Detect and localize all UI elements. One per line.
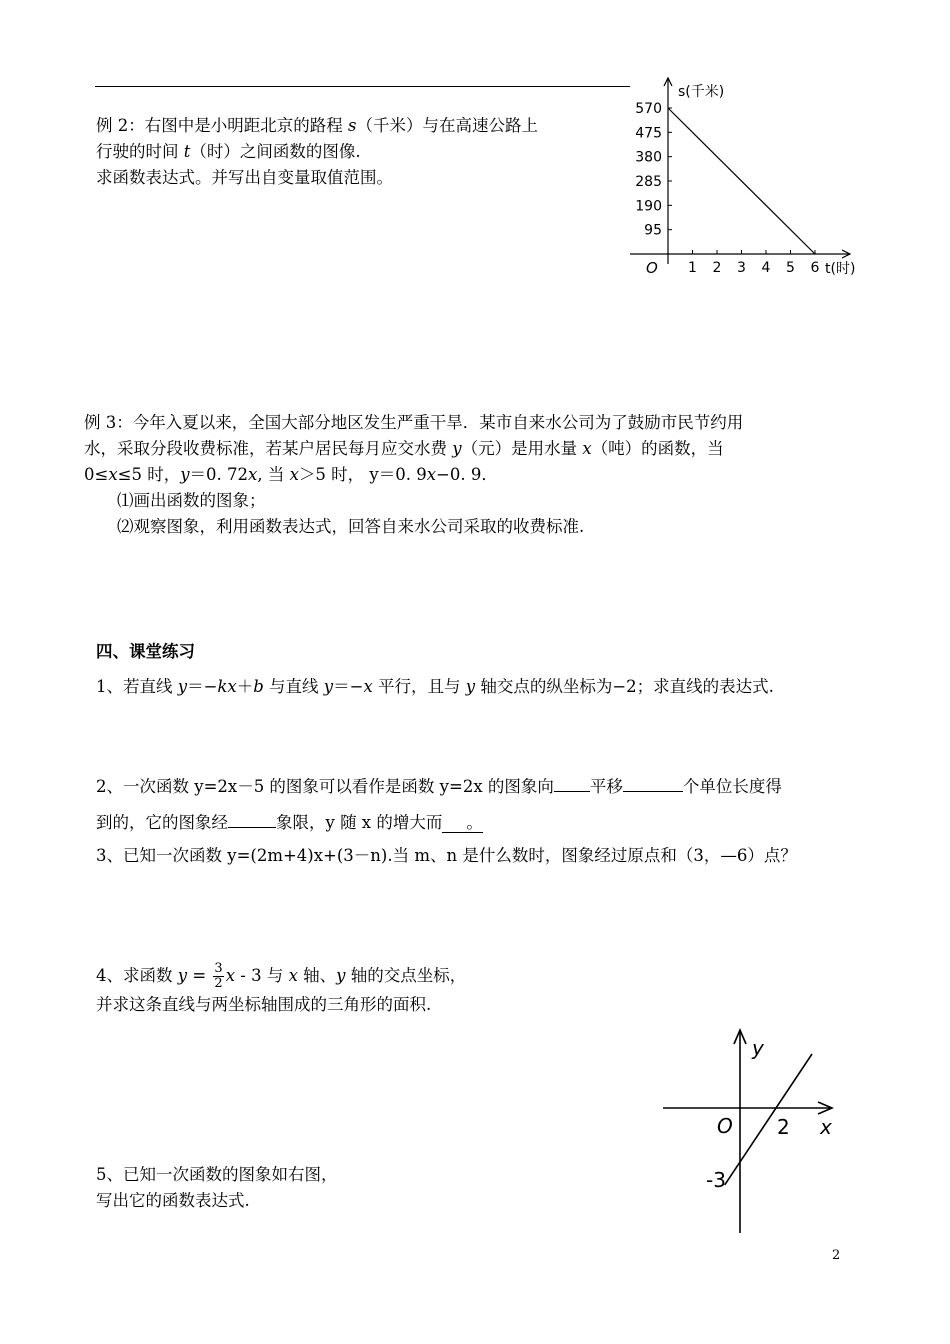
answer-blank-direction[interactable] <box>554 773 590 792</box>
chart1-y-tick-label: 380 <box>635 149 662 166</box>
chart1-axes <box>630 78 850 264</box>
chart1-series-line <box>668 108 815 254</box>
answer-blank-distance[interactable] <box>623 773 683 792</box>
chart2-x-intercept-label: 2 <box>777 1115 790 1139</box>
example-3-line2: 水，采取分段收费标准，若某户居民每月应交水费 y（元）是用水量 x（吨）的函数，当 <box>84 439 724 458</box>
chart2-origin-label: O <box>717 1114 733 1138</box>
chart1-x-tick-label: 2 <box>712 260 722 276</box>
example-3-item2: ⑵观察图象，利用函数表达式，回答自来水公司采取的收费标准. <box>117 517 585 536</box>
chart2-y-intercept-label: -3 <box>706 1168 726 1192</box>
question-2-line2: 到的，它的图象经 象限，y 随 x 的增大而 。 <box>96 805 782 841</box>
chart1-x-tick-label: 3 <box>737 260 746 276</box>
example-3-item1: ⑴画出函数的图象； <box>117 491 266 510</box>
question-5-line1: 5、已知一次函数的图象如右图， <box>96 1165 338 1184</box>
chart1-y-axis-label: s(千米) <box>678 84 725 100</box>
chart2-x-axis-label: x <box>820 1115 832 1139</box>
chart1-x-tick-label: 1 <box>688 260 697 276</box>
distance-time-chart <box>630 74 870 284</box>
question-5-line2: 写出它的函数表达式. <box>96 1191 250 1210</box>
chart1-y-tick-label: 570 <box>635 101 662 117</box>
question-2-line1: 2、一次函数 y=2x－5 的图象可以看作是函数 y=2x 的图象向 平移 个单位长度得 <box>96 769 782 805</box>
question-3: 3、已知一次函数 y=(2m+4)x+(3－n).当 m、n 是什么数时，图象经过原点和（3，—6）点？ <box>96 846 797 865</box>
chart1-x-tick-label: 5 <box>786 260 795 276</box>
chart1-y-tick-label: 475 <box>635 125 662 142</box>
example-3 <box>84 410 743 540</box>
example-2-line3: 求函数表达式。并写出自变量取值范围。 <box>96 168 393 187</box>
linear-function-graph <box>660 1027 850 1237</box>
page-number: 2 <box>832 1248 841 1263</box>
chart1-x-tick-label: 6 <box>810 260 820 276</box>
example-2 <box>96 113 538 191</box>
chart1-y-tick-label: 95 <box>644 222 662 239</box>
chart1-y-tick-label: 190 <box>635 198 662 215</box>
chart1-x-axis-label: t(时) <box>825 261 856 277</box>
chart1-y-tick-label: 285 <box>635 174 662 190</box>
example-3-line3: 0≤x≤5 时，y＝0. 72x, 当 x＞5 时， y＝0. 9x−0. 9． <box>84 465 498 484</box>
chart2-series-line <box>725 1054 812 1185</box>
example-2-line1: 例 2：右图中是小明距北京的路程 s（千米）与在高速公路上 <box>96 116 538 135</box>
example-3-line1: 例 3：今年入夏以来，全国大部分地区发生严重干旱．某市自来水公司为了鼓励市民节约用 <box>84 413 744 432</box>
chart2-axes <box>663 1030 832 1233</box>
example-2-line2: 行驶的时间 t（时）之间函数的图像. <box>96 142 361 161</box>
answer-blank-quadrants[interactable] <box>228 809 276 828</box>
question-5 <box>96 1162 338 1214</box>
chart1-x-tick-label: 4 <box>761 260 771 276</box>
chart2-series <box>725 1054 812 1185</box>
question-4-line1: 4、求函数 y = $\frac{3}{2}$ x - 3 与 x 轴、y 轴的交点坐标， <box>96 961 467 991</box>
question-4 <box>96 960 466 1018</box>
header-rule <box>95 86 630 87</box>
question-2 <box>96 769 782 841</box>
chart2-y-axis-label: y <box>752 1036 764 1060</box>
question-4-line2: 并求这条直线与两坐标轴围成的三角形的面积. <box>96 995 432 1014</box>
chart1-ticks <box>635 101 819 276</box>
section-heading: 四、课堂练习 <box>96 642 195 661</box>
question-1: 1、若直线 y＝−kx＋b 与直线 y＝−x 平行，且与 y 轴交点的纵坐标为−2；求直线的表达式. <box>96 677 774 696</box>
chart1-series <box>668 108 815 254</box>
fraction-3-over-2: $\frac{3}{2}$ <box>214 961 223 991</box>
chart1-origin-label: O <box>646 259 658 277</box>
